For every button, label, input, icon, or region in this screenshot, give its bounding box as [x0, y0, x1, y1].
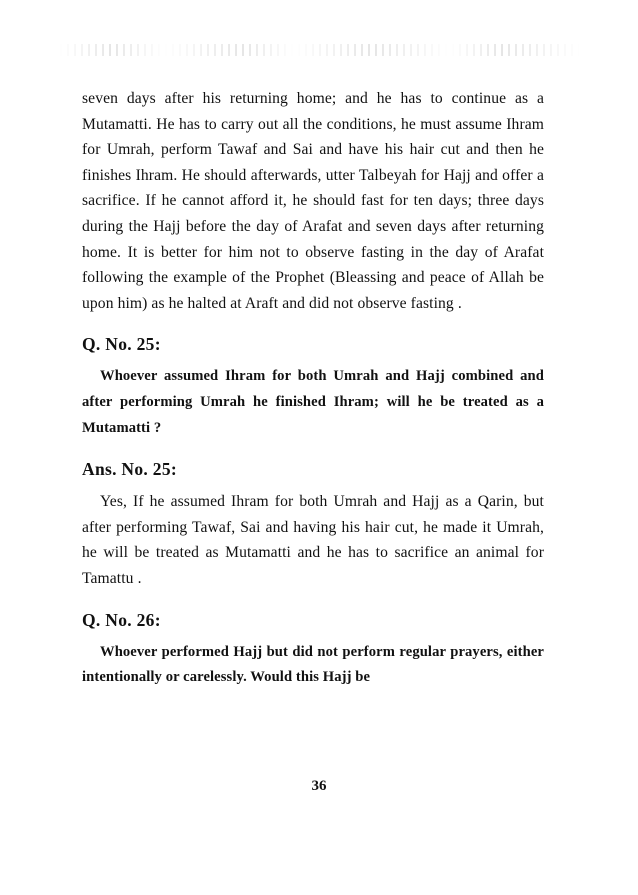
question-26-heading: Q. No. 26: [82, 609, 161, 630]
question-25-heading: Q. No. 25: [82, 334, 161, 355]
question-25-text: Whoever assumed Ihram for both Umrah and Hajj combined and after performing Umrah he finished Ihram; will he be treated as a Mutamatti ? [82, 368, 544, 436]
continued-paragraph: seven days after his returning home; and he has to continue as a Mutamatti. He has to carry out all the conditions, he must assume Ihram for Umrah, perform Tawaf and Sai and have his hair cut and then he finishes Ihram. He should afterwards, utter Talbeyah for Hajj and offer a sacrifice. If he cannot afford it, he should fast for ten days; three days during the Hajj before the day of Arafat and seven days after returning home. It is better for him not to observe fasting in the day of Arafat following the example of the Prophet (Bleassing and peace of Allah be upon him) as he halted at Araft and did not observe fasting . [82, 90, 544, 312]
page-content [82, 86, 544, 691]
page-number: 36 [311, 778, 327, 794]
answer-25-heading: Ans. No. 25: [82, 459, 177, 480]
answer-25-text: Yes, If he assumed Ihram for both Umrah and Hajj as a Qarin, but after performing Tawaf, Sai and having his hair cut, he made it Umrah, he will be treated as Mutamatti and he has to sacrifice an animal for Tamattu . [82, 493, 544, 587]
question-26-text: Whoever performed Hajj but did not perform regular prayers, either intentionally or carelessly. Would this Hajj be [82, 643, 544, 686]
scan-artifact [60, 44, 580, 56]
